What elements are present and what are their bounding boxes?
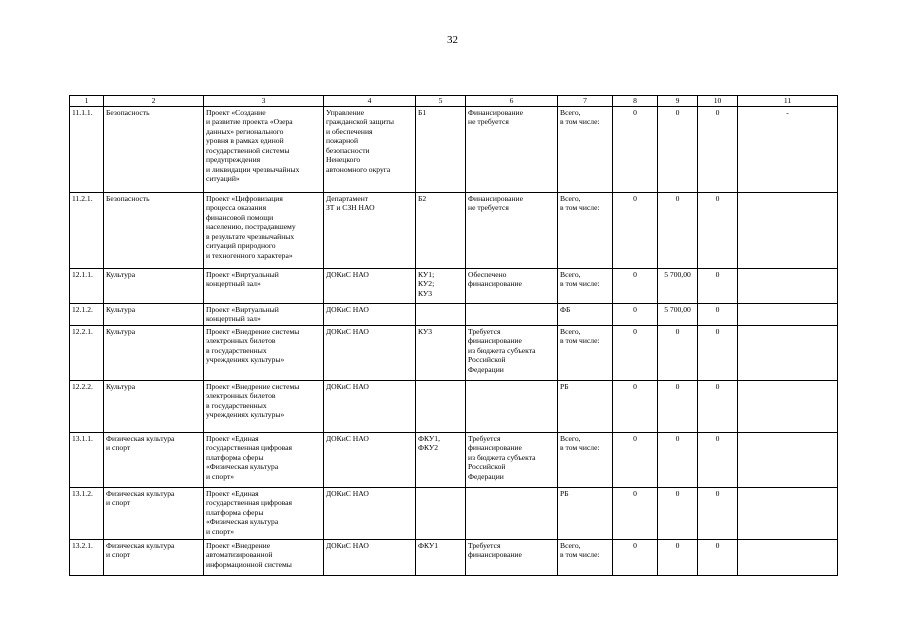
executor-cell: ДОКиС НАО (324, 304, 416, 326)
column-header: 6 (466, 96, 558, 107)
amount-cell: 0 (658, 381, 698, 433)
table-row (70, 304, 838, 326)
executor-cell: ДОКиС НАО (324, 488, 416, 540)
executor-cell: ДОКиС НАО (324, 433, 416, 488)
code-cell: ФКУ1, ФКУ2 (416, 433, 466, 488)
code-cell: Б2 (416, 193, 466, 269)
column-header: 11 (738, 96, 838, 107)
amount-cell: 0 (658, 193, 698, 269)
row-number-cell: 13.1.2. (70, 488, 104, 540)
budget-source-cell: Всего, в том числе: (558, 269, 613, 304)
code-cell: ФКУ1 (416, 540, 466, 576)
note-cell (738, 540, 838, 576)
code-cell: Б1 (416, 107, 466, 193)
table-row (70, 107, 838, 193)
table-header (70, 96, 838, 107)
note-cell (738, 381, 838, 433)
code-cell: КУ3 (416, 326, 466, 381)
sector-cell: Культура (104, 304, 204, 326)
financing-status-cell: Финансирование не требуется (466, 107, 558, 193)
row-number-cell: 12.2.1. (70, 326, 104, 381)
table-row (70, 269, 838, 304)
amount-cell: 0 (698, 193, 738, 269)
amount-cell: 0 (613, 381, 658, 433)
project-cell: Проект «Цифровизация процесса оказания финансовой помощи населению, пострадавшему в результате чрезвычайных ситуаций природного и техногенного характера» (204, 193, 324, 269)
financing-status-cell: Обеспечено финансирование (466, 269, 558, 304)
column-header: 9 (658, 96, 698, 107)
project-cell: Проект «Внедрение автоматизированной информационной системы (204, 540, 324, 576)
amount-cell: 0 (698, 488, 738, 540)
table-row (70, 540, 838, 576)
row-number-cell: 12.2.2. (70, 381, 104, 433)
row-number-cell: 13.2.1. (70, 540, 104, 576)
note-cell (738, 269, 838, 304)
amount-cell: 0 (698, 433, 738, 488)
financing-status-cell: Требуется финансирование (466, 540, 558, 576)
budget-source-cell: ФБ (558, 304, 613, 326)
budget-source-cell: Всего, в том числе: (558, 107, 613, 193)
amount-cell: 0 (698, 326, 738, 381)
amount-cell: 0 (613, 193, 658, 269)
executor-cell: ДОКиС НАО (324, 269, 416, 304)
sector-cell: Физическая культура и спорт (104, 433, 204, 488)
amount-cell: 0 (698, 107, 738, 193)
executor-cell: Департамент ЗТ и СЗН НАО (324, 193, 416, 269)
project-cell: Проект «Внедрение системы электронных билетов в государственных учреждениях культуры» (204, 326, 324, 381)
financing-status-cell: Требуется финансирование из бюджета субъекта Российской Федерации (466, 326, 558, 381)
financing-status-cell (466, 381, 558, 433)
row-number-cell: 11.2.1. (70, 193, 104, 269)
project-cell: Проект «Внедрение системы электронных билетов в государственных учреждениях культуры» (204, 381, 324, 433)
amount-cell: 0 (658, 107, 698, 193)
budget-source-cell: Всего, в том числе: (558, 193, 613, 269)
amount-cell: 0 (613, 433, 658, 488)
note-cell (738, 304, 838, 326)
column-header: 2 (104, 96, 204, 107)
amount-cell: 0 (658, 540, 698, 576)
sector-cell: Культура (104, 326, 204, 381)
page-number: 32 (447, 34, 458, 46)
sector-cell: Культура (104, 269, 204, 304)
project-cell: Проект «Единая государственная цифровая платформа сферы «Физическая культура и спорт» (204, 433, 324, 488)
project-cell: Проект «Виртуальный концертный зал» (204, 304, 324, 326)
table-row (70, 381, 838, 433)
budget-source-cell: Всего, в том числе: (558, 326, 613, 381)
row-number-cell: 11.1.1. (70, 107, 104, 193)
financing-status-cell (466, 304, 558, 326)
column-header: 5 (416, 96, 466, 107)
financing-status-cell (466, 488, 558, 540)
project-cell: Проект «Виртуальный концертный зал» (204, 269, 324, 304)
executor-cell: ДОКиС НАО (324, 326, 416, 381)
executor-cell: ДОКиС НАО (324, 381, 416, 433)
code-cell (416, 488, 466, 540)
row-number-cell: 13.1.1. (70, 433, 104, 488)
amount-cell: 5 700,00 (658, 269, 698, 304)
table-row (70, 326, 838, 381)
amount-cell: 0 (658, 488, 698, 540)
column-header: 1 (70, 96, 104, 107)
amount-cell: 0 (613, 304, 658, 326)
code-cell (416, 381, 466, 433)
table-row (70, 433, 838, 488)
note-cell: - (738, 107, 838, 193)
amount-cell: 0 (613, 107, 658, 193)
column-header: 8 (613, 96, 658, 107)
amount-cell: 0 (698, 304, 738, 326)
column-header: 7 (558, 96, 613, 107)
data-table (69, 95, 838, 576)
table-body (70, 107, 838, 576)
sector-cell: Безопасность (104, 107, 204, 193)
amount-cell: 0 (658, 433, 698, 488)
amount-cell: 0 (613, 540, 658, 576)
column-header: 3 (204, 96, 324, 107)
financing-status-cell: Требуется финансирование из бюджета субъекта Российской Федерации (466, 433, 558, 488)
note-cell (738, 488, 838, 540)
row-number-cell: 12.1.2. (70, 304, 104, 326)
project-cell: Проект «Единая государственная цифровая платформа сферы «Физическая культура и спорт» (204, 488, 324, 540)
budget-source-cell: РБ (558, 488, 613, 540)
executor-cell: ДОКиС НАО (324, 540, 416, 576)
row-number-cell: 12.1.1. (70, 269, 104, 304)
executor-cell: Управление гражданской защиты и обеспечения пожарной безопасности Ненецкого автономного округа (324, 107, 416, 193)
amount-cell: 0 (698, 381, 738, 433)
budget-source-cell: РБ (558, 381, 613, 433)
sector-cell: Физическая культура и спорт (104, 488, 204, 540)
amount-cell: 0 (613, 488, 658, 540)
column-header: 10 (698, 96, 738, 107)
code-cell (416, 304, 466, 326)
sector-cell: Культура (104, 381, 204, 433)
sector-cell: Физическая культура и спорт (104, 540, 204, 576)
table-row (70, 193, 838, 269)
code-cell: КУ1; КУ2; КУ3 (416, 269, 466, 304)
budget-source-cell: Всего, в том числе: (558, 540, 613, 576)
project-cell: Проект «Создание и развитие проекта «Озера данных» регионального уровня в рамках единой государственной системы предупреждения и ликвидации чрезвычайных ситуаций» (204, 107, 324, 193)
sector-cell: Безопасность (104, 193, 204, 269)
budget-source-cell: Всего, в том числе: (558, 433, 613, 488)
amount-cell: 0 (698, 540, 738, 576)
amount-cell: 0 (613, 326, 658, 381)
column-header: 4 (324, 96, 416, 107)
amount-cell: 0 (613, 269, 658, 304)
amount-cell: 5 700,00 (658, 304, 698, 326)
note-cell (738, 326, 838, 381)
table-row (70, 488, 838, 540)
amount-cell: 0 (698, 269, 738, 304)
amount-cell: 0 (658, 326, 698, 381)
financing-status-cell: Финансирование не требуется (466, 193, 558, 269)
note-cell (738, 433, 838, 488)
note-cell (738, 193, 838, 269)
